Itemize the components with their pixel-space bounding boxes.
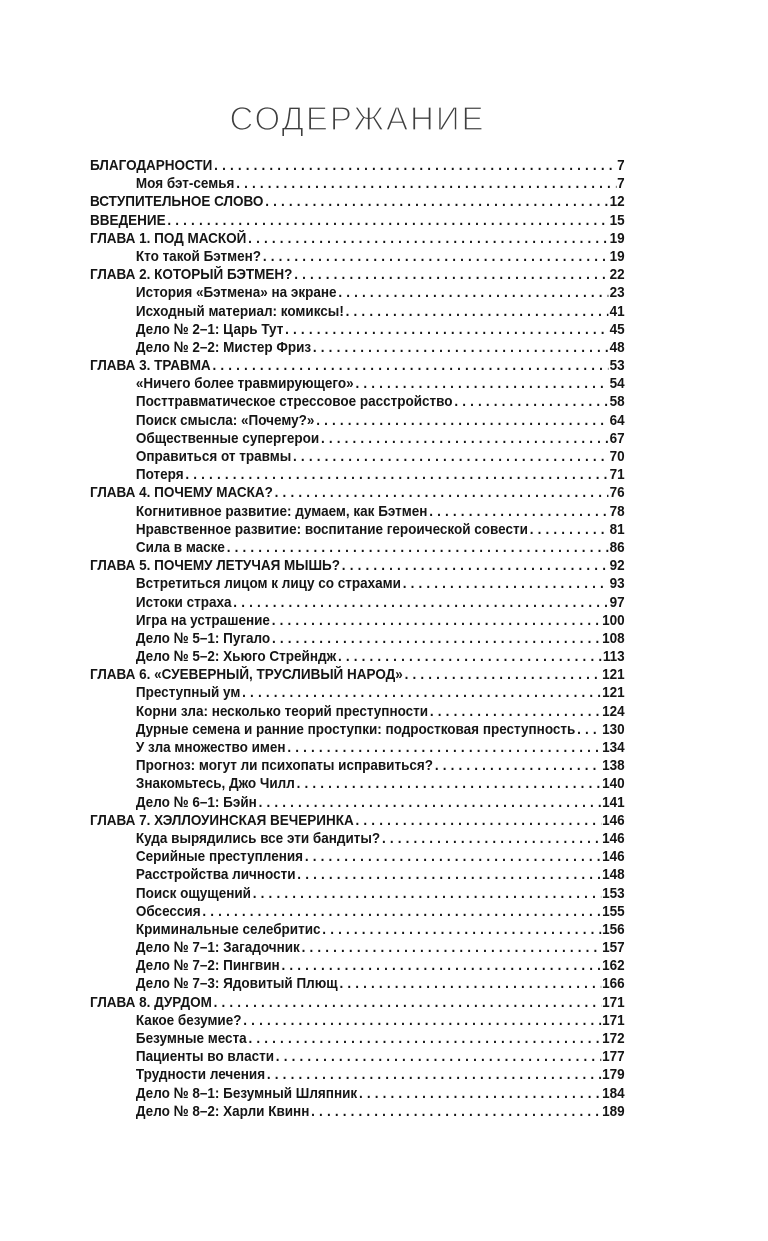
toc-entry-label: Поиск ощущений bbox=[135, 884, 251, 902]
toc-entry-label: Сила в маске bbox=[135, 538, 225, 556]
toc-entry bbox=[90, 1012, 625, 1030]
toc-entry-label: Трудности лечения bbox=[135, 1066, 266, 1084]
toc-entry-label: Какое безумие? bbox=[135, 1011, 242, 1029]
toc-entry-page: 179 bbox=[602, 1066, 625, 1084]
toc-entry-label: ГЛАВА 5. ПОЧЕМУ ЛЕТУЧАЯ МЫШЬ? bbox=[90, 557, 341, 575]
toc-entry-label: Дело № 7–1: Загадочник bbox=[135, 939, 300, 957]
toc-dot-leader bbox=[272, 612, 601, 629]
toc-title: СОДЕРЖАНИЕ bbox=[229, 100, 486, 137]
toc-entry bbox=[90, 684, 625, 702]
toc-entry-label: ГЛАВА 4. ПОЧЕМУ МАСКА? bbox=[90, 484, 273, 502]
toc-dot-leader bbox=[346, 303, 609, 320]
toc-dot-leader bbox=[339, 975, 601, 992]
toc-dot-leader bbox=[202, 903, 601, 920]
toc-entry-label: Обсессия bbox=[135, 902, 201, 920]
toc-entry-label: ГЛАВА 6. «СУЕВЕРНЫЙ, ТРУСЛИВЫЙ НАРОД» bbox=[90, 666, 403, 684]
toc-entry-label: БЛАГОДАРНОСТИ bbox=[90, 157, 213, 174]
toc-dot-leader bbox=[242, 684, 601, 701]
toc-entry-label: Истоки страха bbox=[135, 593, 232, 611]
toc-entry bbox=[90, 594, 625, 612]
toc-dot-leader bbox=[297, 775, 602, 792]
toc-entry bbox=[90, 466, 625, 484]
toc-entry-label: Дело № 8–1: Безумный Шляпник bbox=[135, 1084, 358, 1102]
toc-entry bbox=[90, 1030, 625, 1048]
toc-dot-leader bbox=[302, 939, 602, 956]
toc-entry-page: 134 bbox=[602, 739, 625, 756]
toc-dot-leader bbox=[311, 1103, 601, 1120]
toc-entry-label: Дело № 2–1: Царь Тут bbox=[135, 320, 284, 338]
toc-dot-leader bbox=[405, 666, 602, 683]
toc-entry-label: Моя бэт-семья bbox=[135, 175, 235, 193]
toc-entry-page: 86 bbox=[609, 538, 625, 556]
toc-dot-leader bbox=[293, 448, 609, 465]
toc-entry bbox=[90, 557, 625, 575]
toc-entry-page: 71 bbox=[609, 466, 625, 484]
toc-entry bbox=[90, 630, 625, 648]
toc-entry-label: Дело № 7–2: Пингвин bbox=[135, 957, 280, 975]
toc-entry-page: 146 bbox=[602, 848, 625, 866]
toc-entry bbox=[90, 648, 625, 666]
toc-entry-page: 171 bbox=[602, 1011, 625, 1029]
toc-entry-label: ГЛАВА 7. ХЭЛЛОУИНСКАЯ ВЕЧЕРИНКА bbox=[90, 811, 354, 829]
toc-entry-label: Знакомьтесь, Джо Чилл bbox=[135, 775, 295, 793]
toc-entry-label: Поиск смысла: «Почему?» bbox=[135, 411, 315, 429]
toc-entry bbox=[90, 193, 625, 211]
toc-entry-label: Дело № 5–1: Пугало bbox=[135, 629, 271, 647]
toc-entry-label: Игра на устрашение bbox=[135, 611, 270, 629]
toc-entry-page: 189 bbox=[602, 1102, 625, 1120]
toc-entry bbox=[90, 448, 625, 466]
toc-dot-leader bbox=[227, 539, 609, 556]
toc-entry-page: 12 bbox=[609, 193, 625, 211]
toc-entry-label: Дело № 5–2: Хьюго Стрейндж bbox=[135, 648, 337, 666]
toc-entry-page: 172 bbox=[602, 1030, 625, 1047]
toc-entry-page: 70 bbox=[609, 448, 625, 465]
toc-entry-page: 177 bbox=[602, 1048, 625, 1066]
toc-entry bbox=[90, 284, 625, 302]
toc-entry bbox=[90, 703, 625, 721]
toc-dot-leader bbox=[214, 994, 602, 1011]
toc-entry-page: 140 bbox=[602, 775, 625, 793]
toc-entry-label: Посттравматическое стрессовое расстройство bbox=[135, 393, 453, 411]
toc-entry bbox=[90, 666, 625, 684]
toc-entry-page: 78 bbox=[609, 502, 625, 520]
toc-dot-leader bbox=[212, 357, 608, 374]
toc-entry-label: Серийные преступления bbox=[135, 848, 304, 866]
toc-entry-label: Преступный ум bbox=[135, 684, 241, 702]
toc-entry-page: 97 bbox=[609, 593, 625, 611]
toc-entry bbox=[90, 175, 625, 193]
toc-entry-label: Когнитивное развитие: думаем, как Бэтмен bbox=[135, 502, 428, 520]
toc-dot-leader bbox=[285, 321, 609, 338]
toc-list bbox=[90, 157, 625, 1121]
toc-entry-page: 141 bbox=[602, 793, 625, 811]
toc-entry-page: 22 bbox=[609, 266, 625, 284]
toc-entry-page: 155 bbox=[602, 902, 625, 920]
toc-entry-page: 153 bbox=[602, 884, 625, 902]
toc-dot-leader bbox=[577, 721, 601, 738]
toc-dot-leader bbox=[233, 594, 608, 611]
toc-entry bbox=[90, 412, 625, 430]
toc-entry-label: У зла множество имен bbox=[135, 739, 286, 756]
toc-entry bbox=[90, 939, 625, 957]
toc-entry-page: 108 bbox=[602, 629, 625, 647]
toc-entry-page: 7 bbox=[617, 157, 625, 174]
toc-dot-leader bbox=[287, 739, 601, 756]
toc-entry bbox=[90, 812, 625, 830]
toc-entry-label: Дело № 8–2: Харли Квинн bbox=[135, 1102, 310, 1120]
toc-entry-label: ГЛАВА 8. ДУРДОМ bbox=[90, 993, 212, 1011]
toc-entry bbox=[90, 266, 625, 284]
toc-entry-page: 48 bbox=[609, 338, 625, 356]
toc-dot-leader bbox=[356, 812, 602, 829]
toc-entry bbox=[90, 357, 625, 375]
toc-dot-leader bbox=[248, 1030, 601, 1047]
toc-entry-label: Оправиться от травмы bbox=[135, 448, 292, 465]
toc-dot-leader bbox=[313, 339, 609, 356]
toc-entry-label: Нравственное развитие: воспитание героической совести bbox=[135, 520, 528, 538]
toc-entry-page: 113 bbox=[602, 648, 625, 666]
toc-entry-label: Расстройства личности bbox=[135, 866, 296, 884]
toc-entry-label: Дело № 2–2: Мистер Фриз bbox=[135, 338, 312, 356]
toc-dot-leader bbox=[281, 957, 601, 974]
toc-entry-page: 121 bbox=[602, 666, 625, 684]
toc-entry bbox=[90, 885, 625, 903]
toc-entry-label: Пациенты во власти bbox=[135, 1048, 275, 1066]
toc-entry-page: 67 bbox=[609, 429, 625, 447]
toc-entry bbox=[90, 794, 625, 812]
toc-dot-leader bbox=[167, 212, 608, 229]
toc-dot-leader bbox=[338, 284, 608, 301]
toc-entry bbox=[90, 539, 625, 557]
toc-entry-label: ГЛАВА 1. ПОД МАСКОЙ bbox=[90, 229, 247, 247]
toc-dot-leader bbox=[297, 866, 601, 883]
toc-entry bbox=[90, 1048, 625, 1066]
toc-dot-leader bbox=[185, 466, 608, 483]
toc-entry bbox=[90, 975, 625, 993]
toc-dot-leader bbox=[454, 393, 608, 410]
toc-dot-leader bbox=[429, 503, 608, 520]
toc-entry-page: 157 bbox=[602, 939, 625, 957]
toc-dot-leader bbox=[530, 521, 609, 538]
toc-dot-leader bbox=[236, 175, 616, 192]
toc-entry bbox=[90, 521, 625, 539]
toc-entry bbox=[90, 339, 625, 357]
toc-entry bbox=[90, 848, 625, 866]
toc-entry-label: Дурные семена и ранние проступки: подростковая преступность bbox=[135, 720, 576, 738]
toc-entry-page: 171 bbox=[602, 993, 625, 1011]
toc-entry-label: Прогноз: могут ли психопаты исправиться? bbox=[135, 757, 434, 775]
toc-dot-leader bbox=[342, 557, 609, 574]
toc-entry bbox=[90, 1085, 625, 1103]
toc-entry-page: 92 bbox=[609, 557, 625, 575]
toc-entry-page: 130 bbox=[602, 720, 625, 738]
toc-entry-label: Криминальные селебритис bbox=[135, 920, 321, 938]
toc-entry-page: 93 bbox=[609, 575, 625, 593]
toc-dot-leader bbox=[253, 885, 601, 902]
toc-entry bbox=[90, 1066, 625, 1084]
toc-entry-page: 148 bbox=[602, 866, 625, 884]
toc-entry-label: Исходный материал: комиксы! bbox=[135, 302, 344, 320]
toc-entry-label: Общественные супергерои bbox=[135, 429, 320, 447]
toc-entry-label: ВСТУПИТЕЛЬНОЕ СЛОВО bbox=[90, 193, 264, 211]
toc-entry-page: 138 bbox=[602, 757, 625, 775]
toc-entry-page: 156 bbox=[602, 920, 625, 938]
toc-entry bbox=[90, 430, 625, 448]
toc-dot-leader bbox=[243, 1012, 601, 1029]
toc-dot-leader bbox=[267, 1066, 601, 1083]
toc-entry-label: Потеря bbox=[135, 466, 184, 484]
toc-entry-page: 45 bbox=[609, 320, 625, 338]
toc-dot-leader bbox=[248, 230, 609, 247]
toc-entry-page: 58 bbox=[609, 393, 625, 411]
toc-dot-leader bbox=[265, 193, 608, 210]
toc-entry-page: 146 bbox=[602, 811, 625, 829]
toc-entry bbox=[90, 1103, 625, 1121]
toc-entry bbox=[90, 757, 625, 775]
toc-entry-page: 124 bbox=[602, 702, 625, 720]
toc-entry-label: ВВЕДЕНИЕ bbox=[90, 211, 166, 229]
toc-dot-leader bbox=[272, 630, 601, 647]
toc-entry bbox=[90, 321, 625, 339]
toc-entry-page: 121 bbox=[602, 684, 625, 702]
toc-entry-label: Корни зла: несколько теорий преступности bbox=[135, 702, 429, 720]
toc-entry-label: Безумные места bbox=[135, 1030, 247, 1047]
toc-entry-page: 184 bbox=[602, 1084, 625, 1102]
toc-entry bbox=[90, 484, 625, 502]
toc-entry-label: Дело № 7–3: Ядовитый Плющ bbox=[135, 975, 338, 993]
toc-entry bbox=[90, 903, 625, 921]
toc-entry-page: 146 bbox=[602, 829, 625, 847]
toc-dot-leader bbox=[321, 430, 609, 447]
toc-dot-leader bbox=[305, 848, 601, 865]
toc-dot-leader bbox=[338, 648, 602, 665]
toc-dot-leader bbox=[276, 1048, 601, 1065]
toc-entry-page: 166 bbox=[602, 975, 625, 993]
toc-entry bbox=[90, 212, 625, 230]
toc-dot-leader bbox=[403, 575, 609, 592]
toc-dot-leader bbox=[359, 1085, 601, 1102]
toc-entry bbox=[90, 248, 625, 266]
toc-entry-page: 7 bbox=[617, 175, 625, 193]
toc-entry bbox=[90, 393, 625, 411]
toc-dot-leader bbox=[435, 757, 601, 774]
toc-dot-leader bbox=[275, 484, 609, 501]
toc-entry bbox=[90, 612, 625, 630]
toc-entry-page: 19 bbox=[609, 229, 625, 247]
toc-entry-page: 100 bbox=[602, 611, 625, 629]
toc-dot-leader bbox=[259, 794, 602, 811]
toc-entry bbox=[90, 957, 625, 975]
toc-dot-leader bbox=[263, 248, 609, 265]
toc-entry bbox=[90, 921, 625, 939]
toc-entry-label: Куда вырядились все эти бандиты? bbox=[135, 829, 381, 847]
toc-entry-page: 54 bbox=[609, 375, 625, 393]
toc-entry-label: Кто такой Бэтмен? bbox=[135, 247, 262, 265]
toc-dot-leader bbox=[355, 375, 608, 392]
toc-entry-page: 64 bbox=[609, 411, 625, 429]
toc-entry bbox=[90, 503, 625, 521]
toc-dot-leader bbox=[322, 921, 601, 938]
toc-entry-page: 41 bbox=[609, 302, 625, 320]
toc-entry bbox=[90, 830, 625, 848]
toc-entry bbox=[90, 721, 625, 739]
toc-entry bbox=[90, 575, 625, 593]
toc-entry-label: «Ничего более травмирующего» bbox=[135, 375, 354, 393]
toc-entry bbox=[90, 157, 625, 175]
toc-entry-page: 53 bbox=[609, 357, 625, 375]
toc-dot-leader bbox=[316, 412, 608, 429]
toc-entry-page: 81 bbox=[609, 520, 625, 538]
toc-entry bbox=[90, 994, 625, 1012]
toc-entry-page: 162 bbox=[602, 957, 625, 975]
toc-entry bbox=[90, 775, 625, 793]
toc-entry bbox=[90, 230, 625, 248]
toc-dot-leader bbox=[382, 830, 601, 847]
toc-entry-label: ГЛАВА 2. КОТОРЫЙ БЭТМЕН? bbox=[90, 266, 293, 284]
toc-entry-label: Дело № 6–1: Бэйн bbox=[135, 793, 257, 811]
toc-entry-page: 19 bbox=[609, 247, 625, 265]
toc-entry bbox=[90, 303, 625, 321]
toc-dot-leader bbox=[294, 266, 608, 283]
toc-entry-page: 23 bbox=[609, 284, 625, 302]
toc-entry-label: ГЛАВА 3. ТРАВМА bbox=[90, 357, 211, 375]
toc-entry-label: Встретиться лицом к лицу со страхами bbox=[135, 575, 401, 593]
toc-entry-page: 76 bbox=[609, 484, 625, 502]
toc-entry bbox=[90, 739, 625, 757]
toc-entry bbox=[90, 375, 625, 393]
toc-entry bbox=[90, 866, 625, 884]
toc-entry-label: История «Бэтмена» на экране bbox=[135, 284, 337, 302]
toc-dot-leader bbox=[214, 157, 616, 174]
toc-entry-page: 15 bbox=[609, 211, 625, 229]
toc-dot-leader bbox=[430, 703, 601, 720]
